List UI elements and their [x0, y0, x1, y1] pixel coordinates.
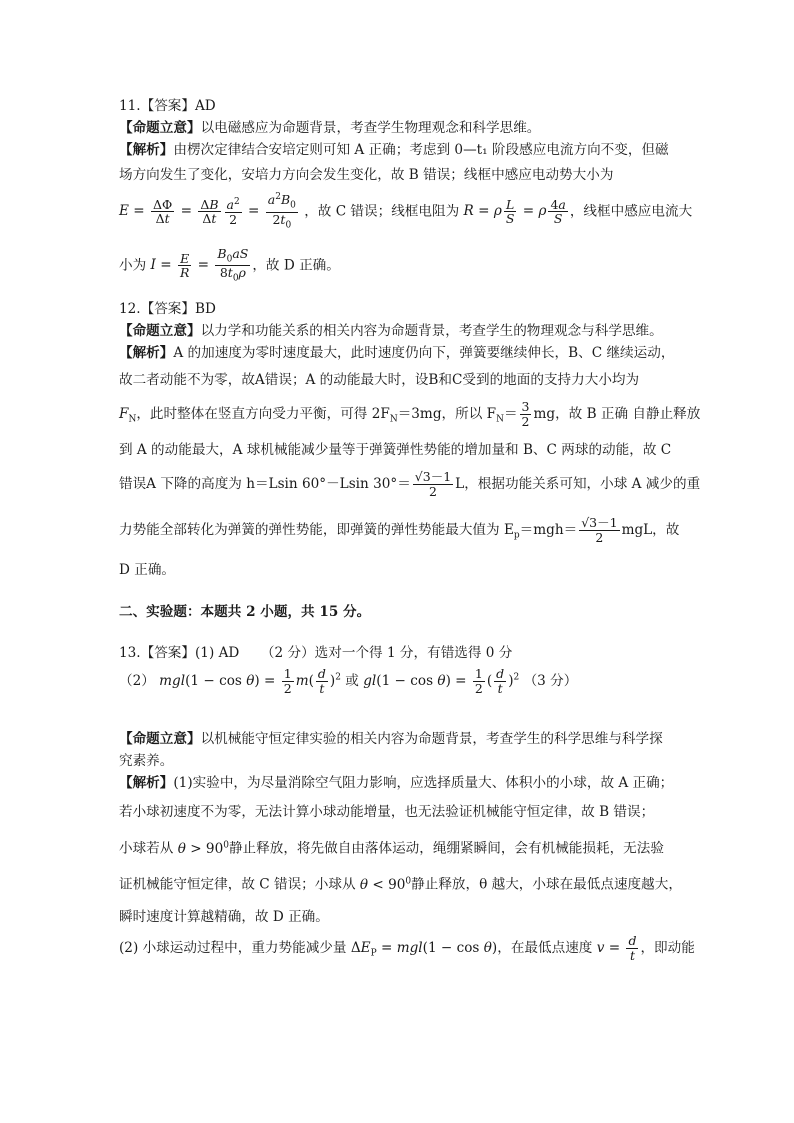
q12-analysis-text-3d: ＝: [503, 405, 518, 422]
q13-intent-label: 【命题立意】: [119, 731, 201, 747]
q13-analysis-text-3a: 小球若从: [119, 840, 174, 857]
q11-analysis-4: [119, 247, 679, 291]
q12-analysis-text-3c: ＝3mg，所以 F: [397, 405, 497, 422]
q13-intent-text-2: 究素养。: [119, 752, 174, 769]
q13-theta-lt-90: $\theta < 90^0$: [359, 876, 412, 893]
q11-current-formula: I = $\frac{E}{R}$ = $\frac{B_0aS}{8t_0\rho}$: [150, 246, 249, 284]
q11-intent: [119, 118, 679, 140]
q12-intent-label: 【命题立意】: [119, 322, 201, 339]
q12-analysis-text-6b: ＝mgh＝: [519, 521, 578, 538]
q13-theta-gt-90: $\theta > 90^0$: [177, 840, 229, 857]
q13-analysis-6: [119, 933, 695, 972]
section-heading-text: 二、实验题：本题共 2 小题，共 15 分。: [119, 603, 371, 620]
q11-analysis-text-2: 场方向发生了变化，安培力方向会发生变化，故 B 错误；线框中感应电动势大小为: [119, 167, 614, 184]
q12-analysis-3: $F_N$，此时整体在竖直方向受力平衡，可得 $2F_N=3mg$，所以 $F_N=$ $\frac{3}{2}$ mg，故 B 正确 自静止释放: [119, 399, 701, 429]
q12-analysis-4: [119, 440, 679, 462]
q13-analysis-3: [119, 838, 679, 860]
q13-velocity: v = $\frac{d}{t}$: [596, 933, 637, 964]
q12-analysis-text-6c: mgL，故: [621, 521, 680, 538]
q12-analysis-text-7: D 正确。: [119, 561, 176, 578]
q12-analysis-7: [119, 560, 679, 582]
q13-analysis-4: [119, 874, 682, 896]
q12-analysis-5: [119, 468, 701, 508]
q13-answer: [119, 643, 679, 665]
q13-intent-2: [119, 751, 679, 773]
q13-analysis-text-3b: 静止释放，将先做自由落体运动，绳绷紧瞬间，会有机械能损耗，无法验: [228, 840, 664, 857]
q13-equation-2: gl(1 − cos θ) = $\frac{1}{2}$ ( $\frac{d}{t}$ )$^2$: [363, 666, 520, 696]
q13-part2: [119, 667, 679, 709]
q11-analysis-label: 【解析】: [119, 141, 174, 158]
answer-page: [119, 96, 701, 972]
q12-answer-text: 12.【答案】BD: [119, 301, 216, 317]
q12-fraction-3-2: $\frac{3}{2}$: [521, 399, 530, 429]
q13-or: 或: [345, 672, 359, 689]
q12-fn-symbol: F: [119, 405, 129, 422]
q12-analysis-label: 【解析】: [119, 344, 174, 361]
q12-analysis-text-6a: 力势能全部转化为弹簧的弹性势能，即弹簧的弹性势能最大值为 E: [119, 521, 514, 538]
q12-analysis-text-4: 到 A 的动能最大，A 球机械能减少量等于弹簧弹性势能的增加量和 B、C 两球的动能，故 C: [119, 442, 672, 458]
q12-analysis-2: [119, 370, 679, 392]
q13-analysis-2: [119, 802, 679, 824]
q13-analysis-text-5: 瞬时速度计算越精确，故 D 正确。: [119, 908, 329, 925]
q13-analysis-text-6b: ，在最低点速度: [497, 940, 593, 957]
q11-analysis-3: [119, 192, 693, 237]
q13-analysis-5: [119, 907, 679, 929]
q11-analysis-text-4a: 小为: [119, 257, 147, 274]
q13-intent-1: [119, 729, 679, 751]
q11-emf-formula: E = $\frac{\Delta\Phi}{\Delta t}$ = $\frac{\Delta B}{\Delta t}$ $\frac{a^2}{2}$ = $\frac{a^2B_0}{2t_0}$: [119, 192, 296, 231]
q11-resistance-formula: R = ρ $\frac{L}{S}$ = ρ $\frac{4a}{S}$: [463, 196, 566, 227]
q12-intent-text: 以力学和功能关系的相关内容为命题背景，考查学生的物理观念与科学思维。: [200, 322, 663, 339]
q11-answer-text: 11.【答案】AD: [119, 98, 216, 114]
q11-intent-text: 以电磁感应为命题背景，考查学生物理观念和科学思维。: [200, 119, 541, 136]
section-heading: [119, 602, 679, 624]
q12-intent: [119, 321, 679, 343]
q13-analysis-label: 【解析】: [119, 774, 174, 791]
q13-analysis-text-6c: ，即动能: [640, 940, 695, 957]
q11-analysis-1: [119, 140, 679, 162]
q11-analysis-text-4b: ，故 D 正确。: [252, 257, 340, 274]
q13-answer-text-a: 13.【答案】(1) AD: [119, 645, 240, 662]
q12-analysis-text-3e: mg，故 B 正确 自静止释放: [533, 405, 701, 422]
q13-intent-text-1: 以机械能守恒定律实验的相关内容为命题背景，考查学生的科学思维与科学探: [200, 731, 663, 747]
q11-analysis-text-1: 由楞次定律结合安培定则可知 A 正确；考虑到 0—t₁ 阶段感应电流方向不变，但磁: [173, 141, 669, 158]
q13-equation-1: mgl(1 − cos θ) = $\frac{1}{2}$ m( $\frac{d}{t}$ )$^2$: [159, 666, 341, 696]
q13-analysis-text-4b: 静止释放，θ 越大，小球在最低点速度越大，: [411, 876, 682, 893]
q13-answer-text-b: （2 分）选对一个得 1 分，有错选得 0 分: [260, 645, 513, 662]
q11-answer: [119, 96, 679, 118]
q13-analysis-text-6a: (2) 小球运动过程中，重力势能减少量: [119, 940, 347, 957]
q11-analysis-text-3a: ，故 C 错误；线框电阻为: [304, 203, 460, 220]
q13-analysis-1: [119, 773, 679, 795]
q12-answer: [119, 299, 679, 321]
q12-fraction-sqrt3-b: $\frac{√3-1}{2}$: [581, 514, 618, 545]
q13-delta-ep: $\Delta E_P = mgl(1 - \cos \theta)$: [350, 940, 498, 959]
q11-intent-label: 【命题立意】: [119, 119, 201, 136]
q12-analysis-6: 力势能全部转化为弹簧的弹性势能，即弹簧的弹性势能最大值为 $E_p=mgh=$ $\frac{√3-1}{2}$ mgL，故: [119, 514, 680, 545]
q13-analysis-text-2: 若小球初速度不为零，无法计算小球动能增量，也无法验证机械能守恒定律，故 B 错误；: [119, 804, 655, 821]
q12-analysis-text-3b: ，此时整体在竖直方向受力平衡，可得 2F: [136, 405, 390, 422]
q12-fraction-sqrt3: $\frac{√3-1}{2}$: [414, 468, 452, 499]
q13-part2-head: （2）: [119, 672, 155, 689]
q11-analysis-2: [119, 165, 679, 187]
q12-analysis-1: [119, 343, 679, 365]
q12-analysis-text-1: A 的加速度为零时速度最大，此时速度仍向下，弹簧要继续伸长，B、C 继续运动，: [173, 344, 675, 361]
q13-analysis-text-4a: 证机械能守恒定律，故 C 错误；小球从: [119, 876, 356, 893]
q12-analysis-text-2: 故二者动能不为零，故A错误；A 的动能最大时，设B和C受到的地面的支持力大小均为: [119, 372, 640, 389]
q12-analysis-text-5b: L，根据功能关系可知，小球 A 减少的重: [455, 475, 701, 492]
q11-analysis-text-3b: ，线框中感应电流大: [569, 203, 693, 220]
q12-analysis-text-5a: 错误A 下降的高度为 h＝Lsin 60°－Lsin 30°＝: [119, 475, 411, 492]
q13-part2-score: （3 分）: [523, 672, 578, 689]
q13-analysis-text-1: (1)实验中，为尽量消除空气阻力影响，应选择质量大、体积小的小球，故 A 正确；: [173, 774, 674, 791]
